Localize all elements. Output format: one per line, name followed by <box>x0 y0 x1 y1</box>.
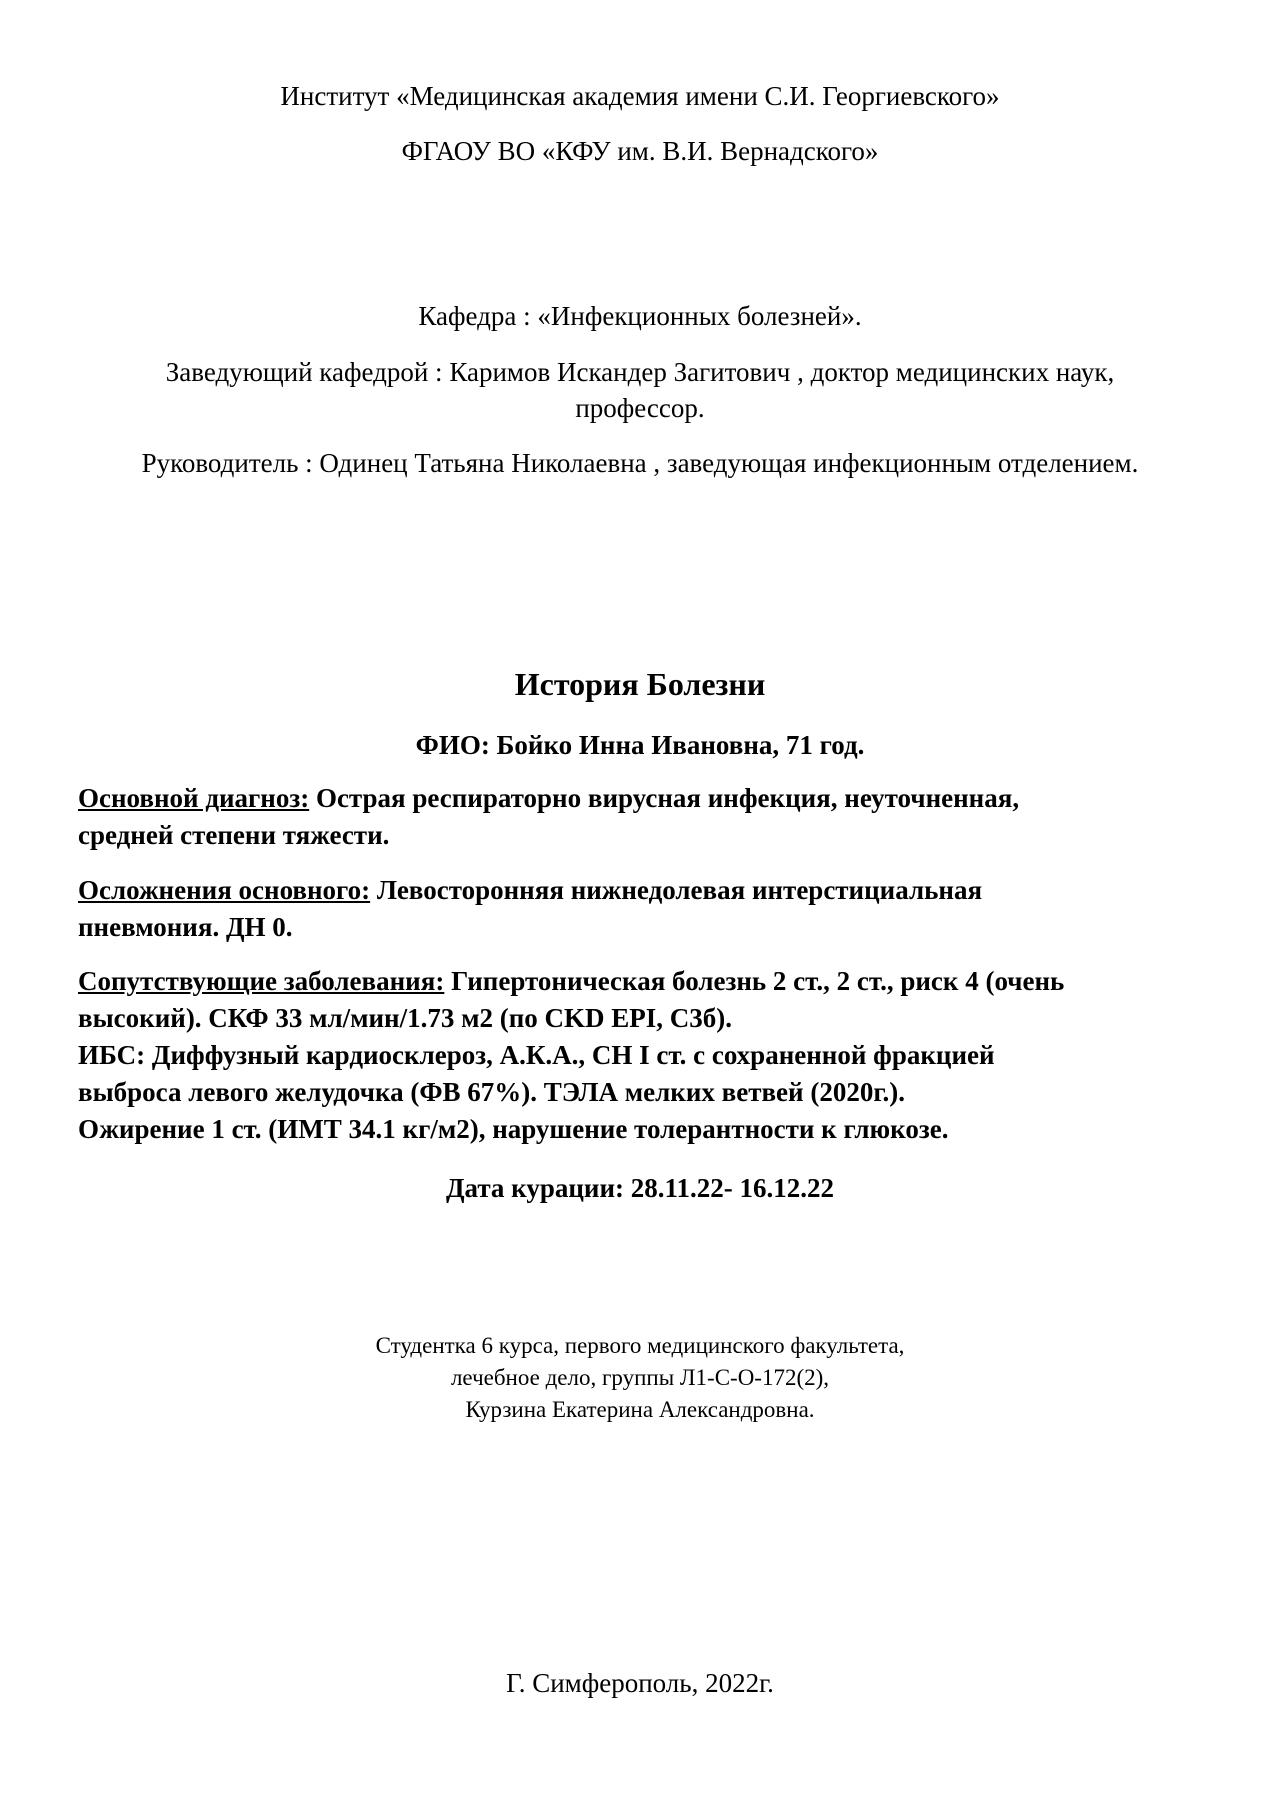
comorbidities-text-3: ИБС: Диффузный кардиосклероз, А.К.А., СН I ст. с сохраненной фракцией <box>78 1040 995 1070</box>
department-head-line1: Заведующий кафедрой : Каримов Искандер Загитович , доктор медицинских наук, <box>165 357 1115 387</box>
complications-label: Осложнения основного: <box>78 875 371 905</box>
student-name: Курзина Екатерина Александровна. <box>465 1397 815 1422</box>
main-diagnosis-text-1: Острая респираторно вирусная инфекция, неуточненная, <box>309 783 1020 813</box>
main-diagnosis-label: Основной диагноз: <box>78 783 310 813</box>
department-name: Кафедра : «Инфекционных болезней». <box>418 301 862 331</box>
student-info-line1: Студентка 6 курса, первого медицинского факультета, <box>375 1333 905 1358</box>
supervisor: Руководитель : Одинец Татьяна Николаевна , заведующая инфекционным отделением. <box>141 448 1139 478</box>
comorbidities <box>78 963 1208 1148</box>
complications-text-1: Левосторонняя нижнедолевая интерстициальная <box>370 875 983 905</box>
main-diagnosis <box>78 780 1208 854</box>
comorbidities-label: Сопутствующие заболевания: <box>78 966 445 996</box>
curation-dates: Дата курации: 28.11.22- 16.12.22 <box>445 1173 835 1203</box>
comorbidities-text-2: высокий). СКФ 33 мл/мин/1.73 м2 (по CKD EPI, С3б). <box>78 1003 733 1033</box>
comorbidities-text-4: выброса левого желудочка (ФВ 67%). ТЭЛА мелких ветвей (2020г.). <box>78 1077 906 1107</box>
complications-text-2: пневмония. ДН 0. <box>78 912 293 942</box>
main-diagnosis-text-2: средней степени тяжести. <box>78 820 390 850</box>
department-head-line2: профессор. <box>575 393 705 423</box>
comorbidities-text-5: Ожирение 1 ст. (ИМТ 34.1 кг/м2), нарушение толерантности к глюкозе. <box>78 1114 949 1144</box>
complications <box>78 872 1208 946</box>
institute-name: Институт «Медицинская академия имени С.И. Георгиевского» <box>280 81 1000 111</box>
document-title: История Болезни <box>514 666 766 702</box>
university-name: ФГАОУ ВО «КФУ им. В.И. Вернадского» <box>401 136 879 166</box>
student-info-line2: лечебное дело, группы Л1-С-О-172(2), <box>450 1365 830 1390</box>
patient-name: ФИО: Бойко Инна Ивановна, 71 год. <box>415 730 865 760</box>
city-year: Г. Симферополь, 2022г. <box>506 1668 774 1698</box>
comorbidities-text-1: Гипертоническая болезнь 2 ст., 2 ст., риск 4 (очень <box>444 966 1065 996</box>
